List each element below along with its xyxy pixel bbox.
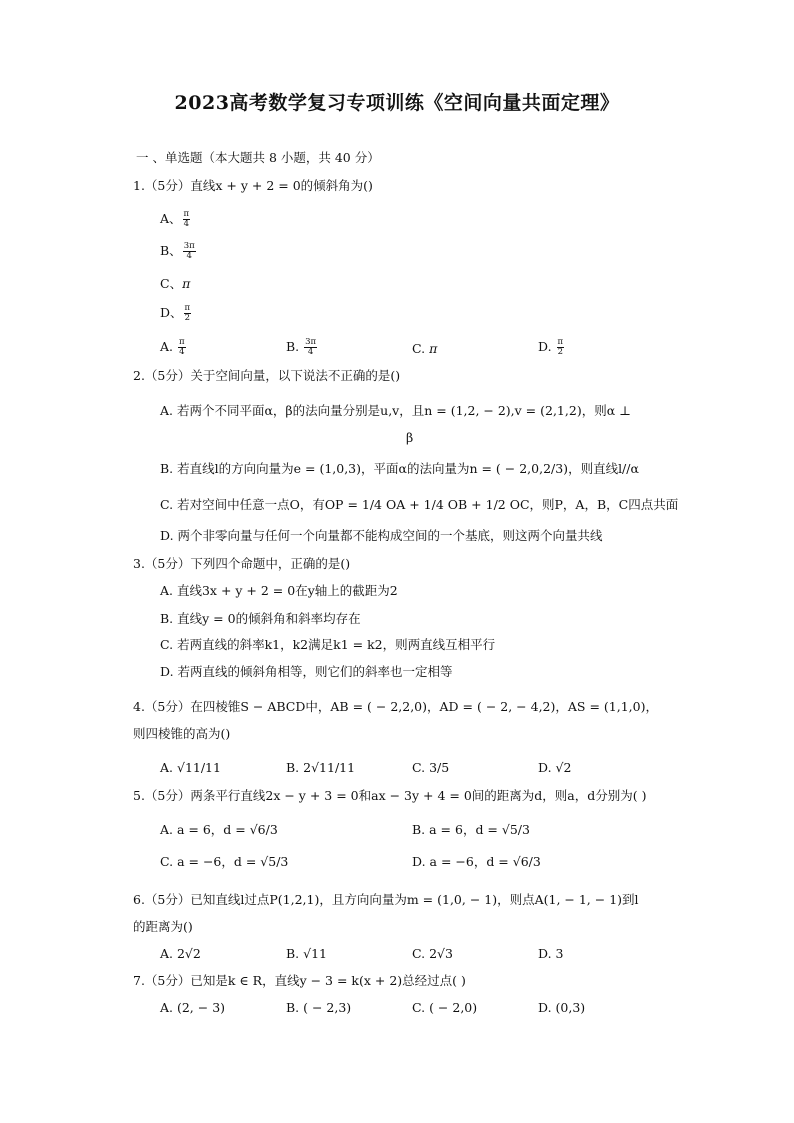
q1-row-option-a: A. $\frac{\pi}{4}$ [160,337,185,357]
q1-list-option-c: C、π [160,276,191,291]
q1-list-option-a: A、 $\frac{\pi}{4}$ [160,209,190,229]
q7-option-c: C. ( − 2,0) [412,1000,478,1015]
q3-option-c: C. 若两直线的斜率k1，k2满足k1 = k2，则两直线互相平行 [160,637,496,652]
q2-option-d: D. 两个非零向量与任何一个向量都不能构成空间的一个基底，则这两个向量共线 [160,528,603,543]
q1-row-option-b: B. $\frac{3\pi}{4}$ [286,337,317,357]
question-2-stem: 2.（5分）关于空间向量，以下说法不正确的是() [133,368,401,383]
q4-option-b: B. 2√11/11 [286,760,356,775]
q5-option-c: C. a = −6，d = √5/3 [160,854,289,869]
q1-list-option-b: B、 $\frac{3\pi}{4}$ [160,241,195,261]
q6-option-b: B. √11 [286,946,328,961]
q4-option-d: D. √2 [538,760,572,775]
question-3-stem: 3.（5分）下列四个命题中，正确的是() [133,556,351,571]
section-heading: 一 、单选题（本大题共 8 小题，共 40 分） [136,150,380,165]
q2-option-a: A. 若两个不同平面α，β的法向量分别是u,v，且n = (1,2, − 2),v = (2,1,2)，则α ⊥ [160,403,631,418]
q5-option-d: D. a = −6，d = √6/3 [412,854,541,869]
question-5-stem: 5.（5分）两条平行直线2x − y + 3 = 0和ax − 3y + 4 = 0间的距离为d，则a，d分别为( ) [133,788,647,803]
question-1-stem: 1.（5分）直线x + y + 2 = 0的倾斜角为() [133,178,373,193]
q3-option-a: A. 直线3x + y + 2 = 0在y轴上的截距为2 [160,583,398,598]
q3-option-b: B. 直线y = 0的倾斜角和斜率均存在 [160,611,361,626]
q2-option-c: C. 若对空间中任意一点O，有OP = 1/4 OA + 1/4 OB + 1/2 OC，则P，A，B，C四点共面 [160,497,679,512]
document-title: 2023高考数学复习专项训练《空间向量共面定理》 [174,92,620,114]
q2-option-a-continuation: β [406,430,414,445]
q1-list-option-d: D、 $\frac{\pi}{2}$ [160,303,191,323]
q6-option-a: A. 2√2 [160,946,201,961]
q6-option-d: D. 3 [538,946,564,961]
q7-option-a: A. (2, − 3) [160,1000,226,1015]
question-4-stem-line-1: 4.（5分）在四棱锥S − ABCD中，AB = ( − 2,2,0)，AD = ( − 2, − 4,2)，AS = (1,1,0)， [133,699,658,714]
q7-option-b: B. ( − 2,3) [286,1000,352,1015]
q1-row-option-c: C. π [412,341,438,356]
q4-option-c: C. 3/5 [412,760,450,775]
q7-option-d: D. (0,3) [538,1000,586,1015]
question-6-stem-line-1: 6.（5分）已知直线l过点P(1,2,1)，且方向向量为m = (1,0, − 1)，则点A(1, − 1, − 1)到l [133,892,639,907]
question-4-stem-line-2: 则四棱锥的高为() [133,726,231,741]
q5-option-a: A. a = 6，d = √6/3 [160,822,278,837]
q4-option-a: A. √11/11 [160,760,221,775]
q6-option-c: C. 2√3 [412,946,453,961]
q2-option-b: B. 若直线l的方向向量为e = (1,0,3)，平面α的法向量为n = ( − 2,0,2/3)，则直线l//α [160,461,639,476]
q1-row-option-d: D. $\frac{\pi}{2}$ [538,337,564,357]
q3-option-d: D. 若两直线的倾斜角相等，则它们的斜率也一定相等 [160,664,453,679]
q5-option-b: B. a = 6，d = √5/3 [412,822,530,837]
question-6-stem-line-2: 的距离为() [133,919,193,934]
question-7-stem: 7.（5分）已知是k ∈ R，直线y − 3 = k(x + 2)总经过点( ) [133,973,466,988]
